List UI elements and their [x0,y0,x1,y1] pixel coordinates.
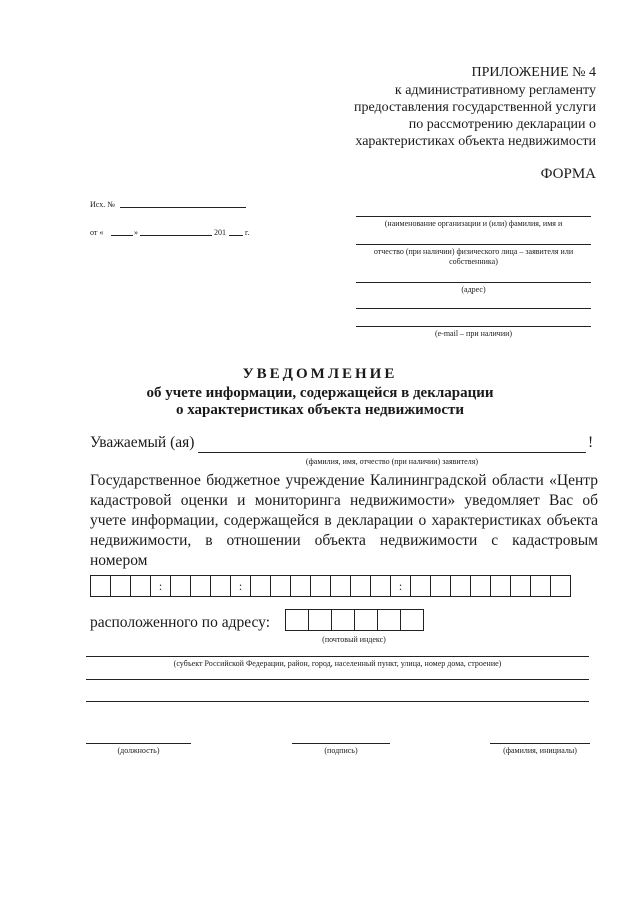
cadastral-digit-cell[interactable] [111,576,131,596]
appendix-line-2: предоставления государственной услуги [354,100,596,115]
appendix-line-4: характеристиках объекта недвижимости [355,134,596,149]
cadastral-digit-cell[interactable] [351,576,371,596]
greeting-exclamation: ! [588,434,594,451]
signature-line[interactable] [292,743,390,744]
cadastral-digit-cell[interactable] [271,576,291,596]
postal-digit-cell[interactable] [378,610,401,630]
recipient-name-line-2[interactable] [356,244,591,245]
date-prefix: от « [90,228,104,237]
cadastral-digit-cell[interactable] [411,576,431,596]
cadastral-digit-cell[interactable] [191,576,211,596]
address-caption: (субъект Российской Федерации, район, город, населенный пункт, улица, номер дома, строение) [173,659,502,668]
appendix-line-3: по рассмотрению декларации о [408,117,596,132]
form-label: ФОРМА [540,166,596,182]
cadastral-digit-cell[interactable] [211,576,231,596]
postal-digit-cell[interactable] [309,610,332,630]
postal-digit-cell[interactable] [355,610,378,630]
cadastral-number-cells[interactable] [90,575,571,597]
date-day-line[interactable] [111,235,133,236]
cadastral-digit-cell[interactable] [311,576,331,596]
cadastral-separator-cell: : [391,576,411,596]
cadastral-separator-cell: : [231,576,251,596]
position-caption: (должность) [117,746,160,755]
appendix-title: ПРИЛОЖЕНИЕ № 4 [471,65,596,80]
cadastral-digit-cell[interactable] [531,576,551,596]
cadastral-digit-cell[interactable] [251,576,271,596]
recipient-name-line[interactable] [356,216,591,217]
date-mid: » [134,228,138,237]
notice-subtitle-2: о характеристиках объекта недвижимости [176,402,464,418]
cadastral-digit-cell[interactable] [91,576,111,596]
address-line-1[interactable] [86,656,589,657]
cadastral-digit-cell[interactable] [511,576,531,596]
date-suffix: г. [245,228,250,237]
greeting-name-line[interactable] [198,452,586,453]
recipient-email-caption: (e-mail – при наличии) [434,329,513,338]
date-month-line[interactable] [140,235,212,236]
recipient-address-line-2[interactable] [356,308,591,309]
recipient-email-line[interactable] [356,326,591,327]
cadastral-digit-cell[interactable] [131,576,151,596]
recipient-caption-2: отчество (при наличии) физического лица – заявителя или собственника) [373,247,574,266]
position-line[interactable] [86,743,191,744]
cadastral-digit-cell[interactable] [491,576,511,596]
greeting-caption: (фамилия, имя, отчество (при наличии) заявителя) [305,457,479,466]
cadastral-digit-cell[interactable] [431,576,451,596]
cadastral-digit-cell[interactable] [291,576,311,596]
name-caption: (фамилия, инициалы) [503,746,577,755]
cadastral-digit-cell[interactable] [371,576,391,596]
postal-caption: (почтовый индекс) [322,635,386,644]
recipient-address-line[interactable] [356,282,591,283]
cadastral-digit-cell[interactable] [551,576,571,596]
cadastral-separator-cell: : [151,576,171,596]
appendix-line-1: к административному регламенту [394,83,596,98]
postal-digit-cell[interactable] [286,610,309,630]
body-paragraph: Государственное бюджетное учреждение Калининградской области «Центр кадастровой оценки и мониторинга недвижимости» уведомляет Вас об учете информации, содержащейся в декларации о характеристиках объекта недвижимости, в отношении объекта недвижимости с кадастровым номером [90,472,598,569]
recipient-address-caption: (адрес) [461,285,486,294]
greeting-label: Уважаемый (ая) [90,434,195,451]
cadastral-digit-cell[interactable] [471,576,491,596]
date-year-line[interactable] [229,235,243,236]
outgoing-number-label: Исх. № [90,200,115,209]
recipient-caption-1: (наименование организации и (или) фамилия, имя и [384,219,563,228]
postal-digit-cell[interactable] [332,610,355,630]
notice-title: УВЕДОМЛЕНИЕ [242,366,398,382]
postal-code-cells[interactable] [285,609,424,631]
cadastral-digit-cell[interactable] [171,576,191,596]
date-year-prefix: 201 [214,228,226,237]
notice-subtitle-1: об учете информации, содержащейся в декларации [146,385,494,401]
cadastral-digit-cell[interactable] [451,576,471,596]
signature-caption: (подпись) [324,746,358,755]
postal-digit-cell[interactable] [401,610,424,630]
address-line-3[interactable] [86,701,589,702]
address-line-2[interactable] [86,679,589,680]
outgoing-number-line[interactable] [120,207,246,208]
located-label: расположенного по адресу: [90,614,270,631]
name-line[interactable] [490,743,590,744]
cadastral-digit-cell[interactable] [331,576,351,596]
